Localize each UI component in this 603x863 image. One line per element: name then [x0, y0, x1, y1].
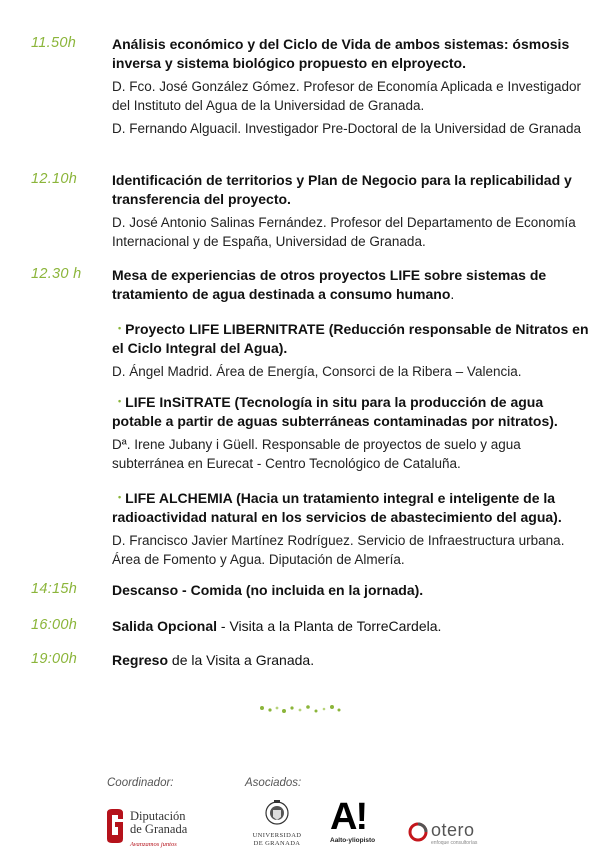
schedule-title: Identificación de territorios y Plan de Negocio para la replicabilidad y transferencia del proyecto. [112, 172, 572, 207]
diputacion-line2: de Granada [130, 822, 188, 836]
project-title-text: Proyecto LIFE LIBERNITRATE (Reducción responsable de Nitratos en el Ciclo Integral del Agua). [112, 321, 589, 356]
schedule-title: Análisis económico y del Ciclo de Vida de ambos sistemas: ósmosis inversa y sistema biológico propuesto en elproyecto. [112, 36, 570, 71]
associates-label: Asociados: [245, 777, 302, 789]
schedule-title-rest: de la Visita a Granada. [168, 652, 315, 668]
schedule-title-bold: Descanso - Comida (no incluida en la jornada). [112, 582, 424, 598]
schedule-time: 12.30 h [31, 266, 82, 282]
schedule-time: 14:15h [31, 581, 78, 597]
aalto-logo [330, 797, 380, 853]
otero-name: otero [431, 820, 475, 840]
project-subitem [112, 488, 590, 569]
project-subitem [112, 319, 590, 381]
schedule-title-bold: Regreso [112, 652, 169, 668]
project-speaker: D. Francisco Javier Martínez Rodríguez. Servicio de Infraestructura urbana. Área de Fomento y Agua. Diputación de Almería. [112, 533, 565, 567]
diputacion-emblem-icon [104, 809, 126, 845]
aalto-mark: A! [330, 796, 367, 838]
schedule-title [112, 651, 590, 670]
project-title [112, 319, 590, 358]
schedule-title [112, 617, 590, 636]
schedule-title-suffix: . [450, 286, 455, 302]
speaker-description: D. Fco. José González Gómez. Profesor de Economía Aplicada e Investigador del Instituto del Agua de la Universidad de Granada. [112, 79, 581, 113]
schedule-title-rest: - Visita a la Planta de TorreCardela. [217, 618, 442, 634]
speaker-description: D. José Antonio Salinas Fernández. Profesor del Departamento de Economía Internacional y de España, Universidad de Granada. [112, 215, 576, 249]
project-title-text: LIFE InSiTRATE (Tecnología in situ para la producción de agua potable a partir de aguas subterráneas contaminadas por nitratos). [112, 394, 558, 429]
schedule-time: 19:00h [31, 651, 78, 667]
project-speaker: Dª. Irene Jubany i Güell. Responsable de proyectos de suelo y agua subterránea en Eurecat - Centro Tecnológico de Cataluña. [112, 437, 521, 471]
schedule-title-text: Mesa de experiencias de otros proyectos LIFE sobre sistemas de tratamiento de agua destinada a consumo humano [112, 267, 547, 302]
diputacion-line1: Diputación [130, 809, 186, 823]
aalto-name: Aalto-yliopisto [330, 837, 376, 844]
project-speaker: D. Ángel Madrid. Área de Energía, Consorci de la Ribera – Valencia. [112, 364, 522, 379]
otero-tagline: enfoque consultorías [431, 840, 478, 846]
schedule-time: 11.50h [31, 35, 77, 51]
project-subitem [112, 392, 590, 473]
decorative-dots-icon [258, 700, 348, 720]
schedule-time: 12.10h [31, 171, 78, 187]
project-title-text: LIFE ALCHEMIA (Hacia un tratamiento integral e inteligente de la radioactividad natural en los servicios de abastecimiento del agua). [112, 490, 562, 525]
project-title [112, 392, 590, 431]
project-title [112, 488, 590, 527]
university-crest-icon [265, 800, 289, 830]
speaker-description: D. Fernando Alguacil. Investigador Pre-Doctoral de la Universidad de Granada [112, 121, 582, 136]
bullet-icon: • [118, 492, 122, 502]
schedule-title-bold: Salida Opcional [112, 618, 218, 634]
otero-circle-icon [408, 822, 428, 842]
schedule-title [112, 581, 590, 600]
diputacion-granada-logo [104, 806, 204, 854]
schedule-title [112, 266, 590, 304]
bullet-icon: • [118, 396, 122, 406]
otero-logo [408, 820, 508, 850]
diputacion-tagline: Avanzamos juntos [130, 841, 177, 848]
coordinator-label: Coordinador: [107, 777, 174, 789]
ugr-line1: UNIVERSIDAD [252, 832, 302, 839]
schedule-time: 16:00h [31, 617, 78, 633]
bullet-icon: • [118, 323, 122, 333]
ugr-line2: DE GRANADA [253, 840, 301, 847]
universidad-granada-logo [246, 800, 308, 855]
